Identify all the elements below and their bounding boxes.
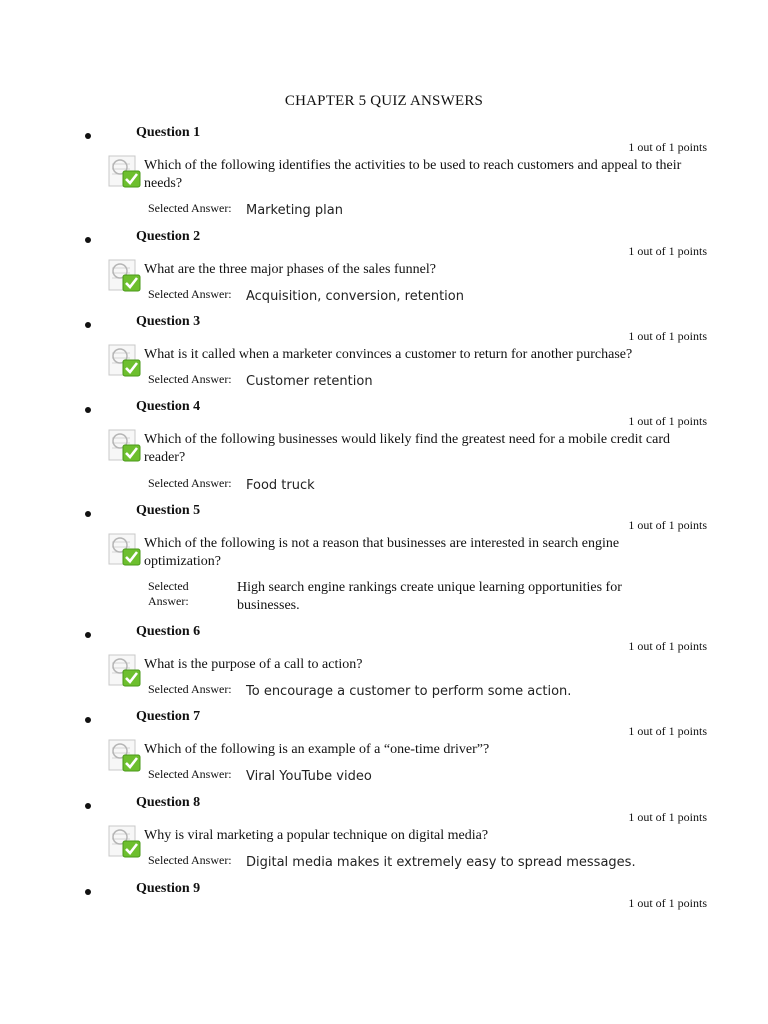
- selected-answer: Food truck: [246, 478, 315, 493]
- question-title: Question 3: [136, 314, 201, 329]
- question-points: 1 out of 1 points: [628, 724, 707, 738]
- question-title: Question 5: [136, 503, 201, 518]
- question-text: What is the purpose of a call to action?: [144, 657, 363, 672]
- selected-answer: Customer retention: [246, 374, 373, 389]
- question-text: What are the three major phases of the sales funnel?: [144, 262, 436, 277]
- page-title: CHAPTER 5 QUIZ ANSWERS: [284, 93, 484, 109]
- answer-label: Selected Answer:: [148, 853, 232, 867]
- question-text: Which of the following businesses would likely find the greatest need for a mobile credit card reader?: [144, 432, 671, 465]
- bullet: [85, 889, 91, 895]
- answer-label-line2: Answer:: [148, 594, 189, 608]
- answer-label: Selected Answer:: [148, 201, 232, 215]
- question-title: Question 9: [136, 881, 201, 896]
- answer-label-line1: Selected: [148, 579, 189, 593]
- question-text: Why is viral marketing a popular technique on digital media?: [144, 828, 489, 843]
- correct-check-icon: [108, 825, 141, 858]
- question-text: What is it called when a marketer convinces a customer to return for another purchase?: [144, 347, 633, 362]
- bullet: [85, 803, 91, 809]
- question-points: 1 out of 1 points: [628, 140, 707, 154]
- bullet: [85, 632, 91, 638]
- selected-answer: Acquisition, conversion, retention: [246, 289, 464, 304]
- selected-answer: Digital media makes it extremely easy to spread messages.: [246, 855, 636, 870]
- question-text: Which of the following is an example of a “one-time driver”?: [144, 742, 490, 757]
- selected-answer: High search engine rankings create unique learning opportunities for businesses.: [237, 580, 622, 613]
- question-points: 1 out of 1 points: [628, 414, 707, 428]
- correct-check-icon: [108, 344, 141, 377]
- bullet: [85, 717, 91, 723]
- correct-check-icon: [108, 259, 141, 292]
- question-title: Question 1: [136, 125, 201, 140]
- question-text: Which of the following is not a reason that businesses are interested in search engine optimization?: [144, 536, 620, 569]
- question-points: 1 out of 1 points: [628, 896, 707, 910]
- selected-answer: Viral YouTube video: [246, 769, 372, 784]
- question-text: Which of the following identifies the activities to be used to reach customers and appeal to their needs?: [144, 158, 682, 191]
- correct-check-icon: [108, 429, 141, 462]
- answer-label: Selected Answer:: [148, 476, 232, 490]
- question-points: 1 out of 1 points: [628, 639, 707, 653]
- answer-label: Selected Answer:: [148, 767, 232, 781]
- question-title: Question 7: [136, 709, 201, 724]
- question-title: Question 8: [136, 795, 201, 810]
- bullet: [85, 133, 91, 139]
- question-points: 1 out of 1 points: [628, 244, 707, 258]
- answer-label: Selected Answer:: [148, 372, 232, 386]
- correct-check-icon: [108, 739, 141, 772]
- selected-answer: To encourage a customer to perform some action.: [246, 684, 572, 699]
- question-title: Question 2: [136, 229, 201, 244]
- bullet: [85, 237, 91, 243]
- bullet: [85, 322, 91, 328]
- question-points: 1 out of 1 points: [628, 810, 707, 824]
- selected-answer: Marketing plan: [246, 203, 343, 218]
- question-title: Question 6: [136, 624, 201, 639]
- bullet: [85, 511, 91, 517]
- answer-label: Selected Answer:: [148, 682, 232, 696]
- correct-check-icon: [108, 155, 141, 188]
- correct-check-icon: [108, 533, 141, 566]
- correct-check-icon: [108, 654, 141, 687]
- answer-label: Selected Answer:: [148, 287, 232, 301]
- question-points: 1 out of 1 points: [628, 518, 707, 532]
- question-title: Question 4: [136, 399, 201, 414]
- bullet: [85, 407, 91, 413]
- question-points: 1 out of 1 points: [628, 329, 707, 343]
